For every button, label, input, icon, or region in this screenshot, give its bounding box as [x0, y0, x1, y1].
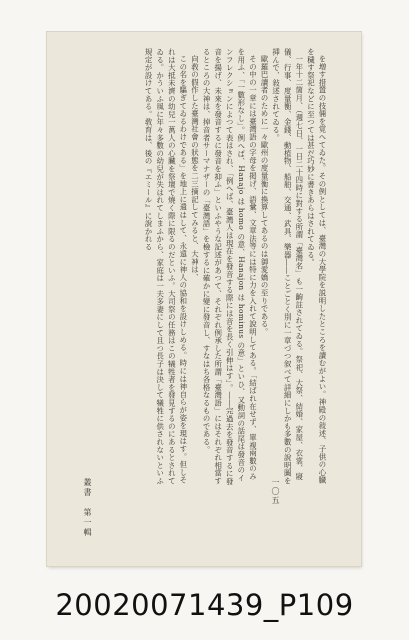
- body-paragraph: 向敎の假作した臺灣社會の狀態を二三摘記してみると、大神は、: [190, 55, 200, 282]
- running-footer-title: 叢書 第一輯: [83, 478, 92, 538]
- body-paragraph: を増す措置の技倆を覚へてゐた。その例としては、臺灣の大學院を説明したところを讀むがよい。神殿の敍述、子供の心臓を穢す祭祀などに至つては甚だ巧妙に書きあらはされてゐる。: [306, 48, 327, 485]
- body-paragraph: この名を驅ぎてゐるわけである」を地上に遣はして、永遠に神人の協和を設けしめる。時には神自らが姿を現はす。但しそれは大抵未濟の幼兒一萬人の心臟を祭壇で燒く際に限るのだといふ。大司祭の任務はこの犠牲者を發見するのにあるとされてゐる。かういふ風に年々多數の幼兒が失はれてしまふから、家庭は一夫多妻にして且つ長子は決して犠牲に供されないといふ規定が設けてある。敎育は、後の『エミール』に說かれる: [144, 48, 188, 485]
- body-paragraph: 歐羅巴讀者のために一々歐州の度量衡に換算してあるのは御愛嬌の至りである。: [260, 55, 270, 337]
- image-caption: 20020071439_P109: [55, 588, 354, 622]
- body-paragraph: 一年十二箇月、（週七日、一日二十四時に對する所謂「臺灣名」も一齣註されてゐる。祭祀、大祭、結婚、家屋、衣裳、寢儀、行事、度量衡、金錢、動植物、船舶、交通、武具、樂器――ことごとく別に一章づつ叙べて詳細にしかも多數の說明圖を挿んで、敍述されてゐる。: [271, 48, 304, 485]
- page-number: 一〇五: [271, 478, 280, 505]
- body-text: [76, 48, 328, 488]
- body-paragraph: その中の一章には臺灣語の字母を掲げ、語彙、文章法等には特に力を入れて說明してある。「結ばれ在せず、單複兩數のみを用ふ、「一數形なし」。例へば、Hanajo は homo の意、Hanajon は hominus の意」といひ、又動詞の話尾は發音のインフレクションによつて表はされ、「例へば、臺灣人は現在を發音する際には音を長く引伸はす」。――完過去を發音するに發音を揚げ、未來を發音するに發音を抑ふ」といふやうな記述があつて、それぞれ例承した所謂「臺灣語」にはそれぞれ相當するところの大神は、掉音者サーマナザーの「臺灣語」を檢するに確かに變に發音し、すなはち各格なるものである。: [202, 48, 258, 486]
